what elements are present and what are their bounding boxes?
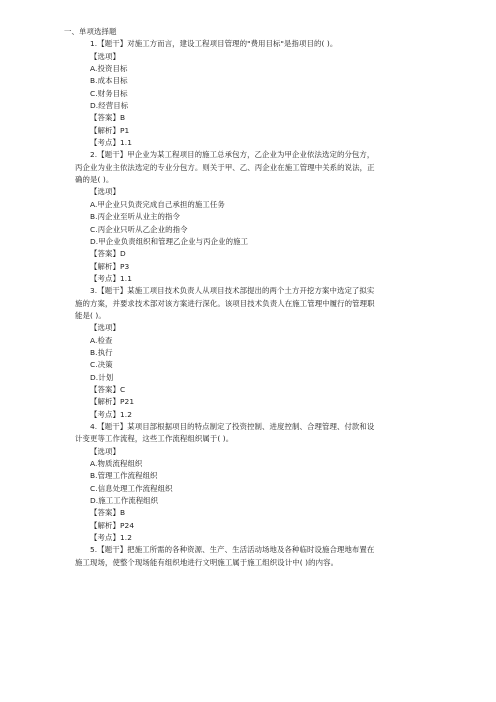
analysis-line: 【解析】P3 [90,261,130,271]
section-heading: 一、单项选择题 [64,27,117,36]
option-item: D.计划 [90,372,114,382]
point-line: 【考点】1.2 [90,533,133,543]
answer-line: 【答案】D [90,249,126,259]
question-stem-line: 3.【题干】某施工项目技术负责人从项目技术部提出的两个土方开挖方案中选定了拟实 [90,286,375,296]
analysis-line: 【解析】P24 [90,520,135,530]
option-item: A.投资目标 [90,64,128,74]
question-stem-line: 施工现场，使整个现场能有组织地进行文明施工属于施工组织设计中( )的内容。 [75,557,339,567]
option-item: A.物质流程组织 [90,459,143,469]
question-stem-line: 1.【题干】对施工方而言，建设工程项目管理的"费用目标"是指项目的( )。 [90,39,338,49]
options-label: 【选项】 [90,446,120,456]
question-stem-line: 丙企业为业主依法选定的专业分包方。则关于甲、乙、丙企业在施工管理中关系的说法，正 [75,162,375,172]
option-item: A.检查 [90,335,113,345]
point-line: 【考点】1.1 [90,138,133,148]
option-item: C.信息处理工作流程组织 [90,483,173,493]
option-item: D.甲企业负责组织和管理乙企业与丙企业的施工 [90,236,249,246]
option-item: D.施工工作流程组织 [90,496,159,506]
analysis-line: 【解析】P21 [90,397,135,407]
options-label: 【选项】 [90,187,120,197]
option-item: B.成本目标 [90,76,128,86]
option-item: A.甲企业只负责完成自己承担的施工任务 [90,199,225,209]
question-stem-line: 能是( )。 [75,310,106,320]
point-line: 【考点】1.1 [90,273,133,283]
analysis-line: 【解析】P1 [90,125,130,135]
question-stem-line: 施的方案，并要求技术部对该方案进行深化。该项目技术负责人在施工管理中履行的管理职 [75,298,375,308]
option-item: B.丙企业至听从业主的指令 [90,212,181,222]
question-stem-line: 确的是( )。 [75,175,114,185]
question-stem-line: 计变更等工作流程，这些工作流程组织属于( )。 [75,434,234,444]
question-stem-line: 5.【题干】把施工所需的各种资源、生产、生活活动场地及各种临时设施合理地布置在 [90,545,375,555]
option-item: B.管理工作流程组织 [90,471,158,481]
option-item: B.执行 [90,347,113,357]
option-item: C.决策 [90,360,113,370]
option-item: C.财务目标 [90,88,128,98]
option-item: D.经营目标 [90,101,129,111]
option-item: C.丙企业只听从乙企业的指令 [90,224,188,234]
point-line: 【考点】1.2 [90,409,133,419]
options-label: 【选项】 [90,51,120,61]
answer-line: 【答案】B [90,508,126,518]
options-label: 【选项】 [90,323,120,333]
answer-line: 【答案】C [90,384,126,394]
question-stem-line: 4.【题干】某项目部根据项目的特点制定了投资控制、进度控制、合理管理、付款和设 [90,422,375,431]
answer-line: 【答案】B [90,113,126,123]
document-page [0,26,496,569]
question-stem-line: 2.【题干】甲企业为某工程项目的施工总承包方，乙企业为甲企业依法选定的分包方， [90,150,375,160]
